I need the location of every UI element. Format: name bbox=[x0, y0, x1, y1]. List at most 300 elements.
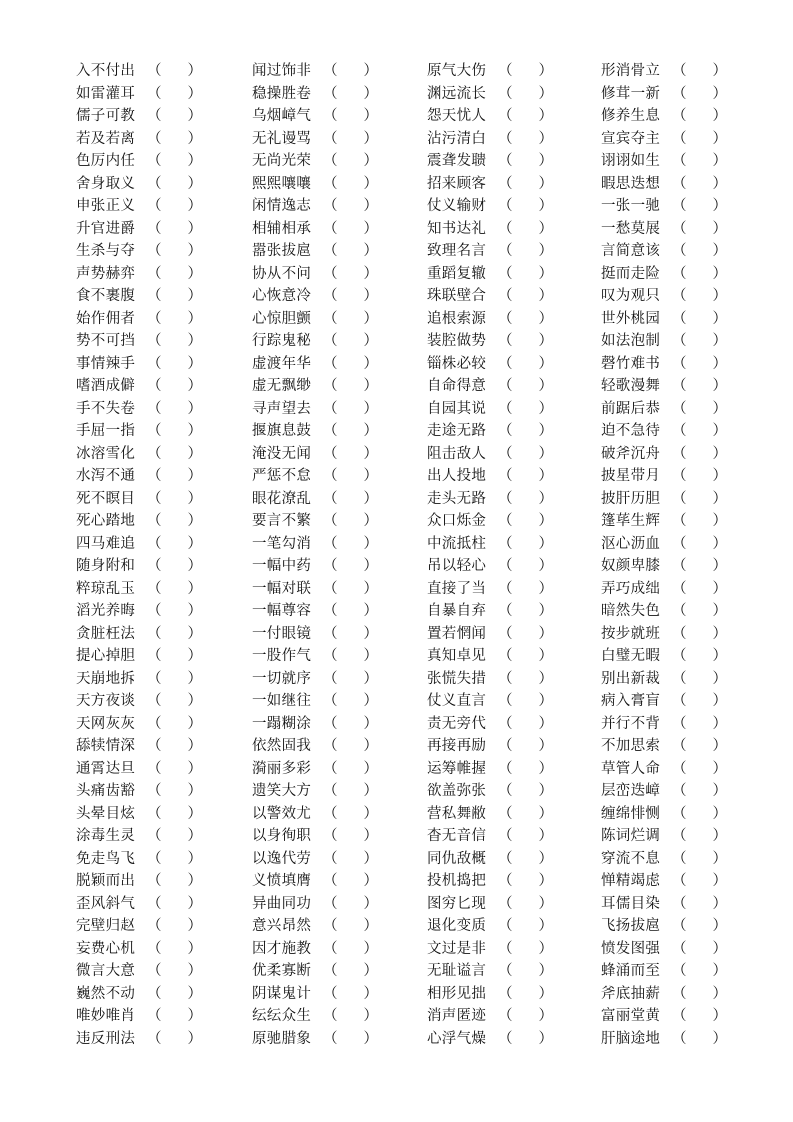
idiom-text: 严惩不怠 bbox=[252, 468, 312, 484]
answer-bracket-close: ） bbox=[363, 513, 378, 529]
idiom-item bbox=[601, 60, 776, 83]
answer-bracket-open: （ bbox=[498, 940, 513, 957]
idiom-item bbox=[76, 780, 251, 803]
answer-bracket-close: ） bbox=[538, 423, 553, 439]
answer-bracket-open: （ bbox=[672, 378, 687, 394]
answer-bracket-open: （ bbox=[498, 400, 513, 417]
idiom-item bbox=[601, 600, 776, 623]
answer-bracket-open: （ bbox=[147, 130, 162, 147]
idiom-item bbox=[252, 960, 427, 983]
idiom-item bbox=[601, 645, 776, 668]
answer-bracket-close: ） bbox=[187, 760, 202, 777]
idiom-item bbox=[252, 713, 427, 736]
answer-bracket-open: （ bbox=[147, 625, 162, 642]
idiom-item bbox=[76, 938, 251, 961]
idiom-text: 营私舞敝 bbox=[427, 805, 487, 822]
idiom-item bbox=[427, 195, 602, 218]
idiom-text: 蜂涌而至 bbox=[601, 963, 661, 979]
idiom-item bbox=[601, 848, 776, 871]
answer-bracket-close: ） bbox=[712, 558, 727, 574]
idiom-item bbox=[427, 150, 602, 173]
answer-bracket-close: ） bbox=[363, 220, 378, 237]
answer-bracket-close: ） bbox=[538, 805, 553, 822]
idiom-text: 破斧沉舟 bbox=[601, 445, 661, 462]
idiom-item bbox=[76, 510, 251, 533]
idiom-item bbox=[601, 353, 776, 376]
idiom-item bbox=[76, 218, 251, 241]
answer-bracket-close: ） bbox=[538, 153, 553, 169]
idiom-text: 如法泡制 bbox=[601, 333, 661, 349]
answer-bracket-close: ） bbox=[187, 108, 202, 124]
idiom-item bbox=[252, 128, 427, 151]
answer-bracket-close: ） bbox=[363, 288, 378, 304]
answer-bracket-open: （ bbox=[147, 715, 162, 732]
idiom-item bbox=[76, 983, 251, 1006]
answer-bracket-open: （ bbox=[672, 1030, 687, 1047]
idiom-item bbox=[427, 758, 602, 781]
answer-bracket-open: （ bbox=[147, 310, 162, 327]
idiom-text: 知书达礼 bbox=[427, 220, 487, 237]
answer-bracket-open: （ bbox=[323, 108, 338, 124]
answer-bracket-close: ） bbox=[187, 715, 202, 732]
idiom-text: 文过是非 bbox=[427, 940, 487, 957]
answer-bracket-close: ） bbox=[187, 63, 202, 79]
idiom-item bbox=[252, 555, 427, 578]
idiom-text: 眼花潦乱 bbox=[252, 490, 312, 507]
idiom-item bbox=[601, 758, 776, 781]
idiom-item bbox=[252, 195, 427, 218]
answer-bracket-close: ） bbox=[712, 625, 727, 642]
idiom-item bbox=[427, 713, 602, 736]
answer-bracket-open: （ bbox=[147, 603, 162, 619]
answer-bracket-open: （ bbox=[498, 265, 513, 282]
idiom-item bbox=[76, 578, 251, 601]
idiom-text: 唯妙唯肖 bbox=[76, 1008, 136, 1024]
answer-bracket-open: （ bbox=[498, 108, 513, 124]
answer-bracket-open: （ bbox=[147, 648, 162, 664]
answer-bracket-open: （ bbox=[498, 535, 513, 552]
answer-bracket-open: （ bbox=[672, 468, 687, 484]
answer-bracket-close: ） bbox=[363, 603, 378, 619]
answer-bracket-close: ） bbox=[187, 310, 202, 327]
idiom-item bbox=[76, 375, 251, 398]
answer-bracket-close: ） bbox=[363, 738, 378, 754]
answer-bracket-open: （ bbox=[672, 535, 687, 552]
idiom-item bbox=[252, 780, 427, 803]
idiom-text: 不加思索 bbox=[601, 738, 661, 754]
idiom-text: 并行不背 bbox=[601, 715, 661, 732]
idiom-text: 挺而走险 bbox=[601, 265, 661, 282]
idiom-text: 食不裹腹 bbox=[76, 288, 136, 304]
answer-bracket-close: ） bbox=[712, 940, 727, 957]
answer-bracket-open: （ bbox=[498, 423, 513, 439]
idiom-text: 退化变质 bbox=[427, 918, 487, 934]
idiom-item bbox=[601, 690, 776, 713]
answer-bracket-close: ） bbox=[187, 378, 202, 394]
idiom-text: 欲盖弥张 bbox=[427, 783, 487, 799]
answer-bracket-open: （ bbox=[147, 670, 162, 687]
idiom-text: 走途无路 bbox=[427, 423, 487, 439]
idiom-item bbox=[252, 510, 427, 533]
idiom-text: 寻声望去 bbox=[252, 400, 312, 417]
idiom-item bbox=[76, 668, 251, 691]
answer-bracket-open: （ bbox=[672, 355, 687, 372]
idiom-text: 生杀与夺 bbox=[76, 243, 136, 259]
answer-bracket-close: ） bbox=[538, 558, 553, 574]
idiom-item bbox=[76, 825, 251, 848]
idiom-text: 草管人命 bbox=[601, 760, 661, 777]
idiom-item bbox=[76, 285, 251, 308]
answer-bracket-open: （ bbox=[498, 198, 513, 214]
answer-bracket-open: （ bbox=[147, 333, 162, 349]
idiom-item bbox=[76, 330, 251, 353]
idiom-item bbox=[601, 915, 776, 938]
idiom-text: 暗然失色 bbox=[601, 603, 661, 619]
answer-bracket-open: （ bbox=[147, 85, 162, 102]
answer-bracket-open: （ bbox=[147, 265, 162, 282]
idiom-text: 随身附和 bbox=[76, 558, 136, 574]
answer-bracket-close: ） bbox=[363, 760, 378, 777]
idiom-item bbox=[601, 623, 776, 646]
answer-bracket-open: （ bbox=[147, 850, 162, 867]
idiom-text: 四马难追 bbox=[76, 535, 136, 552]
answer-bracket-close: ） bbox=[187, 400, 202, 417]
answer-bracket-open: （ bbox=[147, 220, 162, 237]
idiom-text: 自园其说 bbox=[427, 400, 487, 417]
idiom-item bbox=[252, 240, 427, 263]
idiom-text: 杳无音信 bbox=[427, 828, 487, 844]
idiom-item bbox=[427, 128, 602, 151]
answer-bracket-open: （ bbox=[323, 243, 338, 259]
idiom-text: 头晕目炫 bbox=[76, 805, 136, 822]
idiom-item bbox=[76, 893, 251, 916]
answer-bracket-close: ） bbox=[538, 445, 553, 462]
answer-bracket-open: （ bbox=[672, 783, 687, 799]
idiom-text: 装腔做势 bbox=[427, 333, 487, 349]
idiom-text: 协从不问 bbox=[252, 265, 312, 282]
answer-bracket-close: ） bbox=[712, 63, 727, 79]
idiom-item bbox=[601, 713, 776, 736]
idiom-item bbox=[427, 83, 602, 106]
idiom-item bbox=[76, 353, 251, 376]
answer-bracket-open: （ bbox=[147, 175, 162, 192]
answer-bracket-close: ） bbox=[712, 760, 727, 777]
answer-bracket-close: ） bbox=[538, 333, 553, 349]
answer-bracket-open: （ bbox=[672, 828, 687, 844]
answer-bracket-open: （ bbox=[323, 63, 338, 79]
idiom-text: 无尚光荣 bbox=[252, 153, 312, 169]
idiom-text: 宣宾夺主 bbox=[601, 130, 661, 147]
answer-bracket-open: （ bbox=[498, 895, 513, 912]
answer-bracket-close: ） bbox=[187, 445, 202, 462]
answer-bracket-close: ） bbox=[712, 175, 727, 192]
answer-bracket-open: （ bbox=[323, 535, 338, 552]
answer-bracket-close: ） bbox=[538, 175, 553, 192]
answer-bracket-open: （ bbox=[672, 738, 687, 754]
answer-bracket-open: （ bbox=[672, 85, 687, 102]
idiom-text: 一蹋糊涂 bbox=[252, 715, 312, 732]
answer-bracket-open: （ bbox=[498, 580, 513, 597]
answer-bracket-close: ） bbox=[538, 850, 553, 867]
answer-bracket-close: ） bbox=[538, 63, 553, 79]
idiom-item bbox=[252, 105, 427, 128]
idiom-item bbox=[252, 330, 427, 353]
answer-bracket-open: （ bbox=[323, 265, 338, 282]
idiom-text: 一如继往 bbox=[252, 693, 312, 709]
idiom-text: 修养生息 bbox=[601, 108, 661, 124]
answer-bracket-close: ） bbox=[187, 895, 202, 912]
answer-bracket-open: （ bbox=[147, 828, 162, 844]
idiom-text: 行踪鬼秘 bbox=[252, 333, 312, 349]
idiom-item bbox=[76, 465, 251, 488]
answer-bracket-open: （ bbox=[323, 715, 338, 732]
answer-bracket-close: ） bbox=[712, 423, 727, 439]
answer-bracket-close: ） bbox=[712, 603, 727, 619]
answer-bracket-close: ） bbox=[538, 468, 553, 484]
answer-bracket-close: ） bbox=[712, 310, 727, 327]
idiom-item bbox=[252, 488, 427, 511]
answer-bracket-open: （ bbox=[147, 1030, 162, 1047]
answer-bracket-open: （ bbox=[147, 468, 162, 484]
answer-bracket-open: （ bbox=[498, 63, 513, 79]
answer-bracket-close: ） bbox=[538, 693, 553, 709]
idiom-text: 陈词烂调 bbox=[601, 828, 661, 844]
answer-bracket-open: （ bbox=[147, 985, 162, 1002]
idiom-item bbox=[76, 488, 251, 511]
answer-bracket-open: （ bbox=[672, 445, 687, 462]
idiom-text: 头痛齿豁 bbox=[76, 783, 136, 799]
idiom-item bbox=[427, 420, 602, 443]
idiom-item bbox=[252, 465, 427, 488]
idiom-text: 贪脏枉法 bbox=[76, 625, 136, 642]
answer-bracket-open: （ bbox=[498, 85, 513, 102]
idiom-item bbox=[76, 443, 251, 466]
idiom-text: 淹没无闻 bbox=[252, 445, 312, 462]
idiom-text: 中流抵柱 bbox=[427, 535, 487, 552]
idiom-text: 闲情逸志 bbox=[252, 198, 312, 214]
answer-bracket-open: （ bbox=[147, 873, 162, 889]
idiom-item bbox=[76, 713, 251, 736]
answer-bracket-open: （ bbox=[323, 1030, 338, 1047]
answer-bracket-open: （ bbox=[498, 1008, 513, 1024]
idiom-text: 提心掉胆 bbox=[76, 648, 136, 664]
idiom-item bbox=[252, 645, 427, 668]
answer-bracket-close: ） bbox=[712, 738, 727, 754]
answer-bracket-close: ） bbox=[363, 1008, 378, 1024]
answer-bracket-close: ） bbox=[187, 873, 202, 889]
answer-bracket-open: （ bbox=[498, 153, 513, 169]
idiom-item bbox=[601, 825, 776, 848]
answer-bracket-close: ） bbox=[712, 153, 727, 169]
answer-bracket-open: （ bbox=[498, 625, 513, 642]
answer-bracket-open: （ bbox=[147, 63, 162, 79]
answer-bracket-close: ） bbox=[187, 670, 202, 687]
answer-bracket-close: ） bbox=[712, 400, 727, 417]
idiom-item bbox=[252, 375, 427, 398]
answer-bracket-close: ） bbox=[712, 288, 727, 304]
idiom-item bbox=[601, 240, 776, 263]
idiom-text: 飞扬拔扈 bbox=[601, 918, 661, 934]
idiom-text: 别出新裁 bbox=[601, 670, 661, 687]
idiom-text: 一幅中药 bbox=[252, 558, 312, 574]
answer-bracket-close: ） bbox=[538, 288, 553, 304]
answer-bracket-open: （ bbox=[323, 850, 338, 867]
idiom-text: 图穷匕现 bbox=[427, 895, 487, 912]
answer-bracket-open: （ bbox=[323, 378, 338, 394]
idiom-item bbox=[76, 600, 251, 623]
idiom-text: 虚无飘缈 bbox=[252, 378, 312, 394]
answer-bracket-close: ） bbox=[363, 918, 378, 934]
answer-bracket-open: （ bbox=[672, 760, 687, 777]
idiom-text: 死不瞑目 bbox=[76, 490, 136, 507]
idiom-item bbox=[427, 1005, 602, 1028]
answer-bracket-open: （ bbox=[498, 490, 513, 507]
idiom-item bbox=[601, 263, 776, 286]
idiom-item bbox=[601, 960, 776, 983]
idiom-text: 自暴自弃 bbox=[427, 603, 487, 619]
answer-bracket-close: ） bbox=[712, 198, 727, 214]
idiom-text: 冰溶雪化 bbox=[76, 445, 136, 462]
idiom-text: 自命得意 bbox=[427, 378, 487, 394]
answer-bracket-open: （ bbox=[672, 333, 687, 349]
idiom-text: 一幅对联 bbox=[252, 580, 312, 597]
answer-bracket-close: ） bbox=[187, 603, 202, 619]
answer-bracket-open: （ bbox=[323, 310, 338, 327]
idiom-item bbox=[252, 803, 427, 826]
idiom-text: 仗义直言 bbox=[427, 693, 487, 709]
idiom-text: 层峦迭嶂 bbox=[601, 783, 661, 799]
idiom-item bbox=[427, 1028, 602, 1051]
answer-bracket-open: （ bbox=[672, 648, 687, 664]
idiom-item bbox=[601, 150, 776, 173]
idiom-text: 死心踏地 bbox=[76, 513, 136, 529]
idiom-item bbox=[601, 510, 776, 533]
idiom-text: 磬竹难书 bbox=[601, 355, 661, 372]
idiom-item bbox=[601, 443, 776, 466]
answer-bracket-close: ） bbox=[538, 895, 553, 912]
idiom-item bbox=[427, 803, 602, 826]
answer-bracket-open: （ bbox=[323, 693, 338, 709]
answer-bracket-close: ） bbox=[363, 1030, 378, 1047]
idiom-text: 珠联壁合 bbox=[427, 288, 487, 304]
answer-bracket-open: （ bbox=[323, 175, 338, 192]
answer-bracket-close: ） bbox=[538, 130, 553, 147]
idiom-item bbox=[252, 938, 427, 961]
idiom-item bbox=[601, 578, 776, 601]
answer-bracket-close: ） bbox=[538, 243, 553, 259]
idiom-item bbox=[252, 623, 427, 646]
answer-bracket-open: （ bbox=[498, 603, 513, 619]
answer-bracket-close: ） bbox=[538, 378, 553, 394]
idiom-text: 迫不急待 bbox=[601, 423, 661, 439]
answer-bracket-close: ） bbox=[187, 963, 202, 979]
idiom-item bbox=[76, 690, 251, 713]
idiom-item bbox=[76, 735, 251, 758]
answer-bracket-close: ） bbox=[712, 850, 727, 867]
idiom-item bbox=[427, 668, 602, 691]
idiom-item bbox=[76, 1028, 251, 1051]
idiom-item bbox=[76, 105, 251, 128]
answer-bracket-open: （ bbox=[672, 490, 687, 507]
idiom-item bbox=[601, 780, 776, 803]
answer-bracket-close: ） bbox=[712, 108, 727, 124]
answer-bracket-open: （ bbox=[498, 693, 513, 709]
idiom-item bbox=[427, 848, 602, 871]
answer-bracket-close: ） bbox=[363, 828, 378, 844]
answer-bracket-open: （ bbox=[147, 243, 162, 259]
answer-bracket-open: （ bbox=[498, 513, 513, 529]
answer-bracket-close: ） bbox=[538, 873, 553, 889]
answer-bracket-open: （ bbox=[672, 130, 687, 147]
idiom-text: 披星带月 bbox=[601, 468, 661, 484]
answer-bracket-open: （ bbox=[323, 895, 338, 912]
idiom-text: 一幅尊容 bbox=[252, 603, 312, 619]
answer-bracket-open: （ bbox=[323, 648, 338, 664]
idiom-item bbox=[76, 150, 251, 173]
idiom-text: 病入膏盲 bbox=[601, 693, 661, 709]
answer-bracket-open: （ bbox=[147, 693, 162, 709]
answer-bracket-close: ） bbox=[363, 468, 378, 484]
idiom-text: 众口烁金 bbox=[427, 513, 487, 529]
answer-bracket-close: ） bbox=[712, 513, 727, 529]
idiom-text: 如雷灌耳 bbox=[76, 85, 136, 102]
answer-bracket-close: ） bbox=[712, 648, 727, 664]
idiom-text: 优柔寡断 bbox=[252, 963, 312, 979]
idiom-text: 阴谋鬼计 bbox=[252, 985, 312, 1002]
answer-bracket-close: ） bbox=[363, 445, 378, 462]
answer-bracket-close: ） bbox=[538, 355, 553, 372]
idiom-item bbox=[601, 128, 776, 151]
idiom-text: 招来顾客 bbox=[427, 175, 487, 192]
idiom-item bbox=[427, 893, 602, 916]
idiom-text: 一付眼镜 bbox=[252, 625, 312, 642]
answer-bracket-close: ） bbox=[538, 918, 553, 934]
idiom-text: 出人投地 bbox=[427, 468, 487, 484]
idiom-item bbox=[252, 173, 427, 196]
idiom-text: 走头无路 bbox=[427, 490, 487, 507]
answer-bracket-close: ） bbox=[712, 828, 727, 844]
idiom-text: 震聋发聩 bbox=[427, 153, 487, 169]
answer-bracket-close: ） bbox=[712, 873, 727, 889]
answer-bracket-close: ） bbox=[712, 580, 727, 597]
answer-bracket-close: ） bbox=[363, 580, 378, 597]
answer-bracket-close: ） bbox=[187, 1030, 202, 1047]
answer-bracket-open: （ bbox=[323, 625, 338, 642]
idiom-text: 揠旗息鼓 bbox=[252, 423, 312, 439]
answer-bracket-close: ） bbox=[363, 130, 378, 147]
idiom-item bbox=[601, 195, 776, 218]
idiom-item bbox=[601, 555, 776, 578]
answer-bracket-close: ） bbox=[538, 535, 553, 552]
answer-bracket-close: ） bbox=[363, 625, 378, 642]
answer-bracket-close: ） bbox=[538, 1030, 553, 1047]
idiom-item bbox=[76, 1005, 251, 1028]
answer-bracket-close: ） bbox=[538, 265, 553, 282]
answer-bracket-close: ） bbox=[363, 693, 378, 709]
idiom-item bbox=[601, 330, 776, 353]
idiom-item bbox=[601, 398, 776, 421]
idiom-text: 相形见拙 bbox=[427, 985, 487, 1002]
idiom-item bbox=[252, 825, 427, 848]
answer-bracket-close: ） bbox=[363, 783, 378, 799]
answer-bracket-close: ） bbox=[187, 130, 202, 147]
answer-bracket-close: ） bbox=[187, 940, 202, 957]
answer-bracket-close: ） bbox=[538, 1008, 553, 1024]
answer-bracket-close: ） bbox=[363, 175, 378, 192]
answer-bracket-open: （ bbox=[147, 783, 162, 799]
idiom-text: 言简意该 bbox=[601, 243, 661, 259]
idiom-text: 奴颜卑膝 bbox=[601, 558, 661, 574]
